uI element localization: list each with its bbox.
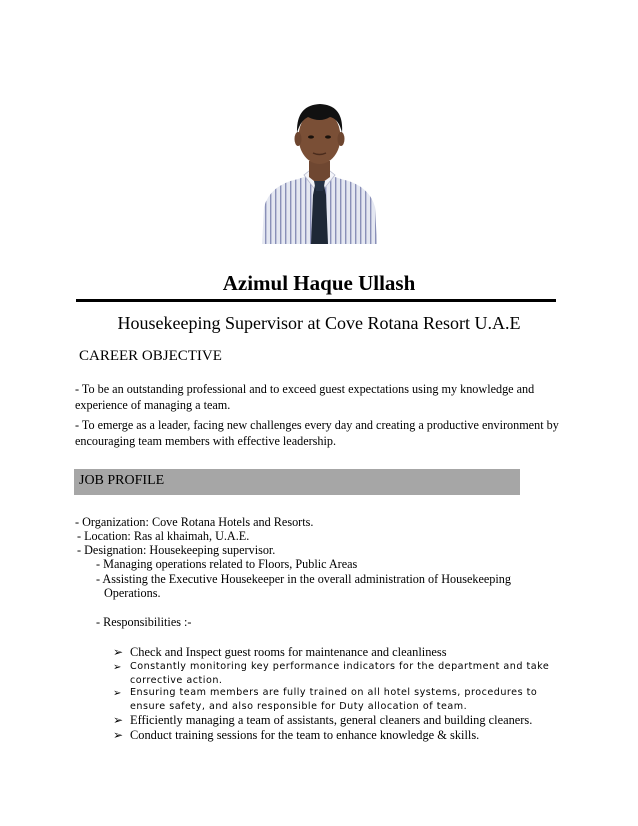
responsibility-text: Efficiently managing a team of assistants, general cleaners and building cleaners. [130, 713, 533, 727]
candidate-title: Housekeeping Supervisor at Cove Rotana Resort U.A.E [117, 313, 521, 333]
arrow-bullet-icon: ➢ [113, 688, 122, 699]
arrow-bullet-icon: ➢ [113, 645, 124, 659]
list-item [113, 660, 553, 688]
responsibility-text: Check and Inspect guest rooms for maintenance and cleanliness [130, 645, 447, 659]
list-item [113, 713, 553, 728]
header-divider [76, 299, 556, 302]
responsibility-text: Ensuring team members are fully trained on all hotel systems, procedures to ensure safety, and also responsible for Duty allocation of team. [130, 687, 538, 712]
career-objective-paragraph: - To emerge as a leader, facing new challenges every day and creating a productive environment by encouraging team members with effective leadership. [75, 418, 559, 448]
arrow-bullet-icon: ➢ [113, 713, 124, 727]
responsibilities-label: - Responsibilities :- [96, 615, 192, 629]
career-objective-paragraph: - To be an outstanding professional and to exceed guest expectations using my knowledge and experience of managing a team. [75, 382, 535, 412]
candidate-name: Azimul Haque Ullash [222, 271, 416, 295]
arrow-bullet-icon: ➢ [113, 662, 122, 673]
list-item [113, 728, 553, 743]
duty-line: - Assisting the Executive Housekeeper in the overall administration of Housekeeping [96, 572, 511, 586]
arrow-bullet-icon: ➢ [113, 728, 124, 742]
career-objective-heading: CAREER OBJECTIVE [79, 348, 222, 364]
job-profile-heading: JOB PROFILE [79, 473, 165, 488]
responsibility-text: Constantly monitoring key performance indicators for the department and take corrective action. [130, 661, 550, 686]
responsibility-text: Conduct training sessions for the team to enhance knowledge & skills. [130, 728, 480, 742]
duty-line: - Managing operations related to Floors, Public Areas [96, 557, 358, 571]
duty-line-continuation: Operations. [104, 586, 161, 600]
person-portrait-image [260, 95, 379, 244]
location-line: - Location: Ras al khaimah, U.A.E. [77, 529, 250, 543]
organization-line: - Organization: Cove Rotana Hotels and Resorts. [75, 515, 314, 529]
profile-photo [260, 95, 379, 244]
list-item [113, 686, 553, 714]
designation-line: - Designation: Housekeeping supervisor. [77, 543, 276, 557]
list-item [113, 645, 553, 660]
